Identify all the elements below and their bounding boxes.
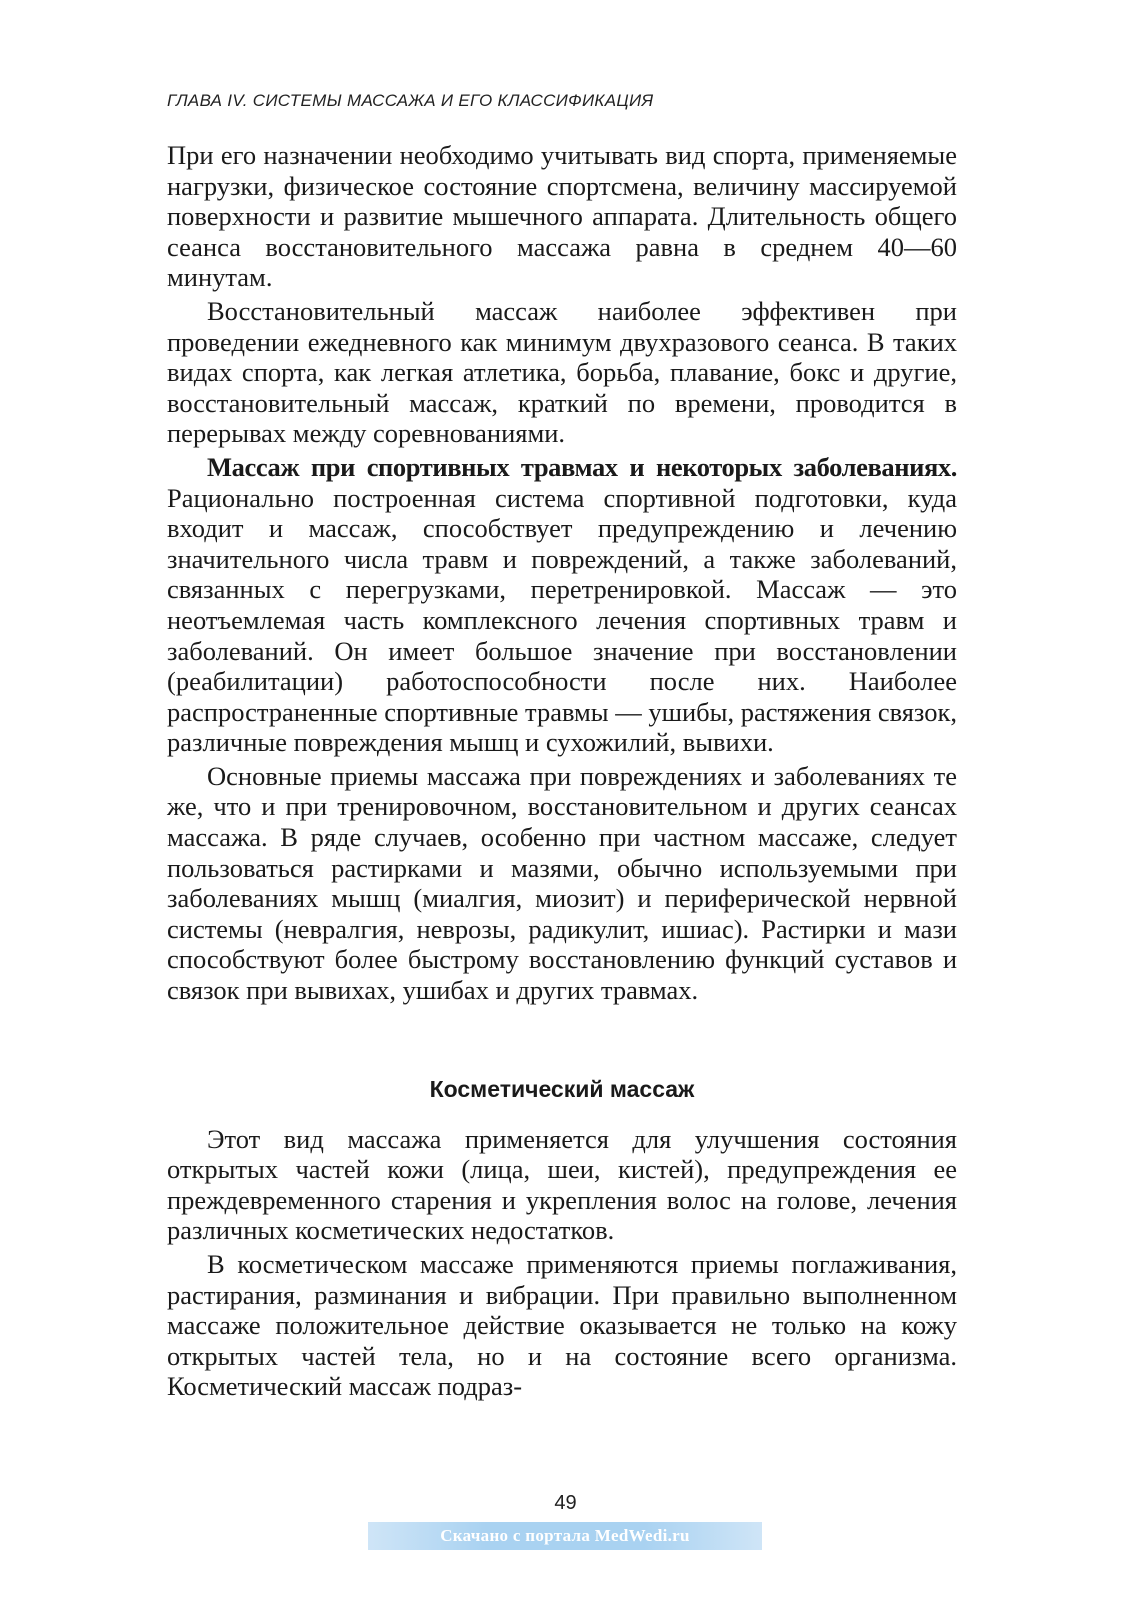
running-header: ГЛАВА IV. СИСТЕМЫ МАССАЖА И ЕГО КЛАССИФИКАЦИЯ	[167, 91, 654, 110]
paragraph-5: Этот вид массажа применяется для улучшения состояния открытых частей кожи (лица, шеи, кистей), предупреждения ее преждевременного старения и укрепления волос на голове, лечения различных косметических недостатков.	[167, 1123, 957, 1246]
paragraph-3-text: Рационально построенная система спортивной подготовки, куда входит и массаж, способствует предупреждению и лечению значительного числа травм и повреждений, а также заболеваний, связанных с перегрузками, перетренировкой. Массаж — это неотъемлемая часть комплексного лечения спортивных травм и заболеваний. Он имеет большое значение при восстановлении (реабилитации) работоспособности после них. Наиболее распространенные спортивные травмы — ушибы, растяжения связок, различные повреждения мышц и сухожилий, вывихи.	[167, 482, 957, 758]
section-heading: Косметический массаж	[429, 1075, 695, 1102]
paragraph-1: При его назначении необходимо учитывать вид спорта, применяемые нагрузки, физическое состояние спортсмена, величину массируемой поверхности и развитие мышечного аппарата. Длительность общего сеанса восстановительного массажа равна в среднем 40—60 минутам.	[167, 140, 957, 293]
paragraph-3-lead: Массаж при спортивных травмах и некоторых заболеваниях.	[207, 451, 957, 482]
paragraph-3	[167, 452, 957, 758]
page-number: 49	[554, 1492, 577, 1514]
download-watermark: Скачано с портала MedWedi.ru	[368, 1522, 762, 1550]
paragraph-2: Восстановительный массаж наиболее эффективен при проведении ежедневного как минимум двухразового сеанса. В таких видах спорта, как легкая атлетика, борьба, плавание, бокс и другие, восстановительный массаж, краткий по времени, проводится в перерывах между соревнованиями.	[167, 295, 957, 449]
paragraph-4: Основные приемы массажа при повреждениях и заболеваниях те же, что и при тренировочном, восстановительном и других сеансах массажа. В ряде случаев, особенно при частном массаже, следует пользоваться растирками и мазями, обычно используемыми при заболеваниях мышц (миалгия, миозит) и периферической нервной системы (невралгия, неврозы, радикулит, ишиас). Растирки и мази способствуют более быстрому восстановлению функций суставов и связок при вывихах, ушибах и других травмах.	[167, 760, 957, 1006]
body-text	[167, 140, 957, 1405]
paragraph-6: В косметическом массаже применяются приемы поглаживания, растирания, разминания и вибрации. При правильно выполненном массаже положительное действие оказывается не только на кожу открытых частей тела, но и на состояние всего организма. Косметический массаж подраз-	[167, 1249, 957, 1402]
